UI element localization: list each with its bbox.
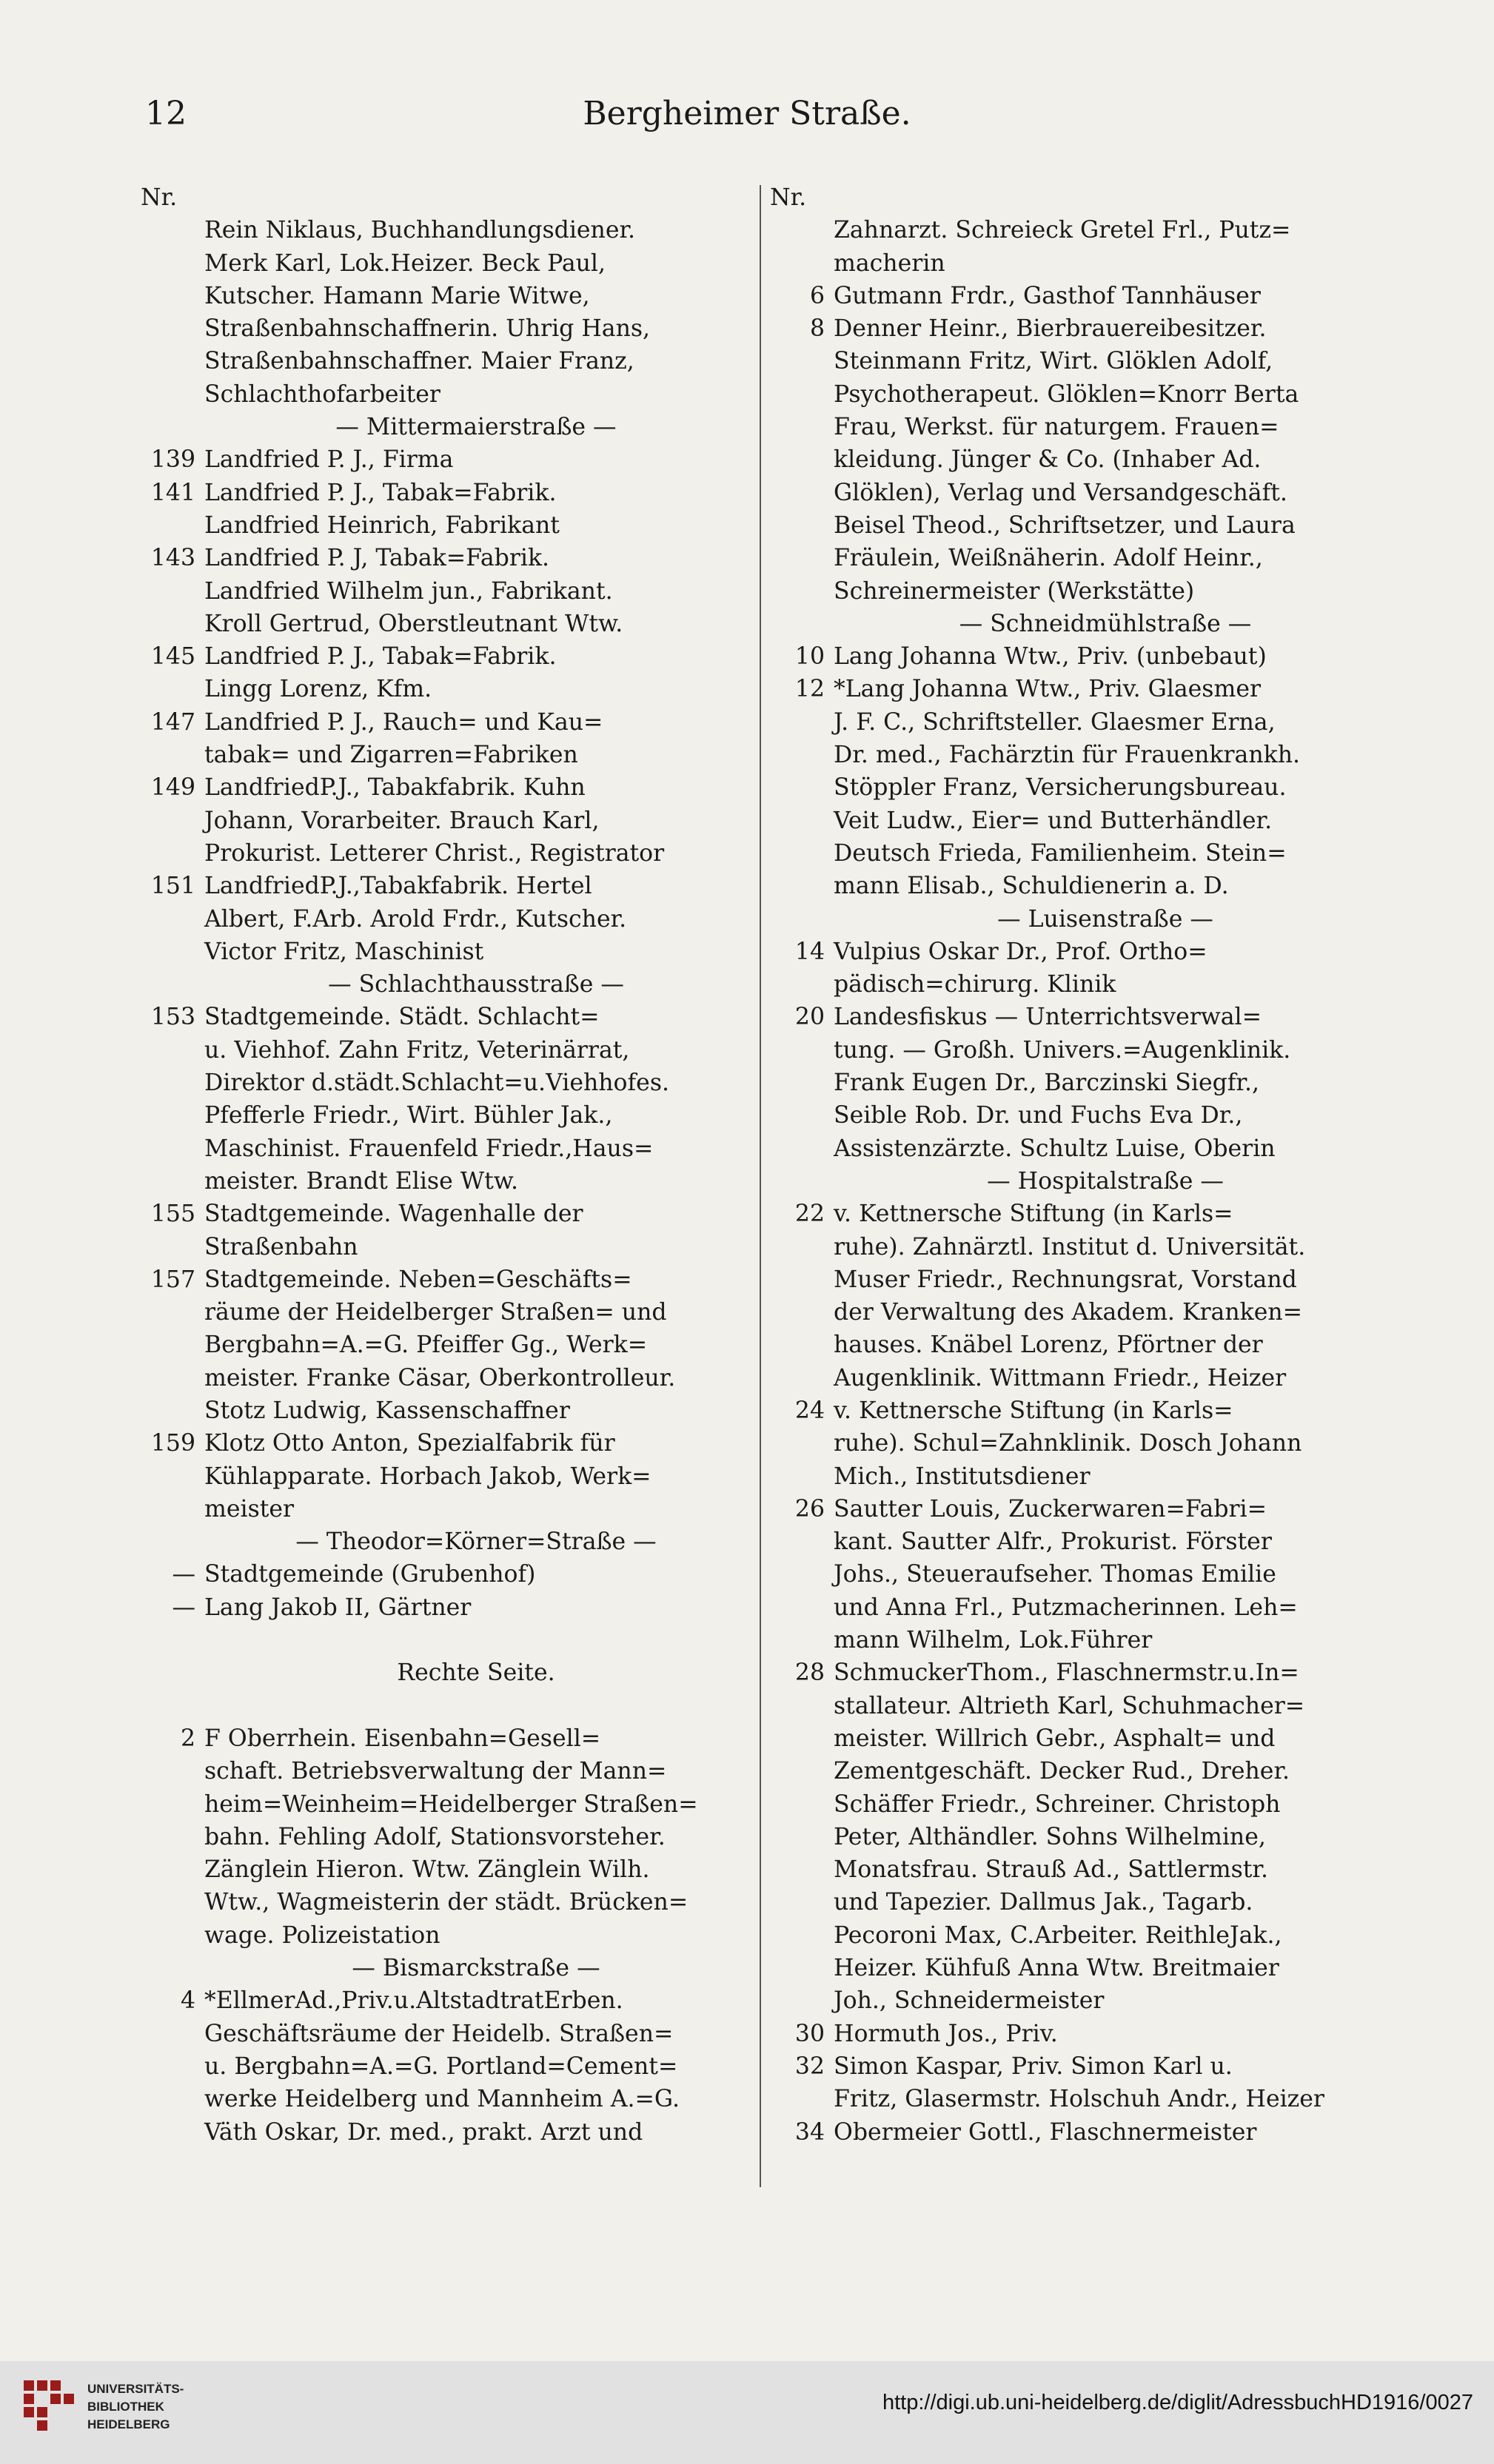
entry-text: v. Kettnersche Stiftung (in Karls= (834, 1397, 1233, 1424)
entry-line (770, 1132, 1377, 1165)
entry-text: J. F. C., Schriftsteller. Glaesmer Erna, (834, 708, 1276, 736)
entry-text: u. Bergbahn=A.=G. Portland=Cement= (204, 2052, 678, 2080)
entry-line (770, 739, 1377, 771)
entry-line (141, 936, 748, 968)
entry-line (770, 1231, 1377, 1263)
entry-text: Beisel Theod., Schriftsetzer, und Laura (834, 511, 1296, 539)
entry-text: Muser Friedr., Rechnungsrat, Vorstand (834, 1266, 1297, 1293)
entry-line (770, 1558, 1377, 1591)
entry-text: mann Wilhelm, Lok.Führer (834, 1627, 1153, 1654)
entry-line (141, 1067, 748, 1099)
blank-line (141, 1690, 748, 1722)
house-number: 143 (150, 545, 195, 572)
entry-text: Glöklen), Verlag und Versandgeschäft. (834, 479, 1287, 506)
entry-line (770, 1821, 1377, 1853)
entry-text: Väth Oskar, Dr. med., prakt. Arzt und (204, 2118, 643, 2146)
entry-text: ruhe). Schul=Zahnklinik. Dosch Johann (834, 1430, 1302, 1457)
entry-line (141, 608, 748, 640)
street-heading (770, 608, 1377, 640)
entry-line (770, 673, 1377, 705)
entry-line (141, 1886, 748, 1919)
entry-line (141, 1558, 748, 1591)
entry-text: Landfried P. J., Firma (204, 446, 454, 474)
entry-line (770, 837, 1377, 870)
entry-line (770, 1755, 1377, 1787)
house-number: 145 (150, 643, 195, 671)
entry-line (770, 214, 1377, 246)
entry-text: kant. Sautter Alfr., Prokurist. Förster (834, 1528, 1272, 1556)
entry-text: Assistenzärzte. Schultz Luise, Oberin (834, 1135, 1276, 1162)
entry-text: SchmuckerThom., Flaschnermstr.u.In= (834, 1659, 1299, 1687)
house-number: 24 (794, 1397, 825, 1424)
entry-text: ruhe). Zahnärztl. Institut d. Universität. (834, 1233, 1306, 1260)
entry-text: Maschinist. Frauenfeld Friedr.,Haus= (204, 1135, 654, 1162)
entry-line (141, 443, 748, 476)
entry-line (141, 1329, 748, 1361)
entry-line (141, 2083, 748, 2115)
entry-text: Frank Eugen Dr., Barczinski Siegfr., (834, 1070, 1260, 1097)
entry-text: Direktor d.städt.Schlacht=u.Viehhofes. (204, 1070, 670, 1097)
entry-text: Obermeier Gottl., Flaschnermeister (834, 2118, 1257, 2146)
entry-line (141, 1198, 748, 1230)
entry-text: Geschäftsräume der Heidelb. Straßen= (204, 2020, 674, 2047)
house-number: 6 (809, 282, 825, 309)
house-number: 28 (794, 1659, 825, 1687)
street-heading (770, 1165, 1377, 1198)
entry-text: Gutmann Frdr., Gasthof Tannhäuser (834, 282, 1261, 309)
entry-text: Stotz Ludwig, Kassenschaffner (204, 1397, 570, 1424)
entry-text: Zahnarzt. Schreieck Gretel Frl., Putz= (834, 217, 1291, 244)
entry-line (141, 1853, 748, 1886)
entry-text: Johs., Steueraufseher. Thomas Emilie (834, 1561, 1276, 1588)
entry-text: — Mittermaierstraße — (335, 414, 617, 441)
entry-line (141, 1821, 748, 1853)
entry-line (770, 1919, 1377, 1952)
entry-line (770, 771, 1377, 804)
entry-line (141, 1591, 748, 1624)
entry-text: Klotz Otto Anton, Spezialfabrik für (204, 1430, 615, 1457)
entry-text: Wtw., Wagmeisterin der städt. Brücken= (204, 1889, 689, 1916)
house-number: — (172, 1594, 195, 1621)
entry-text: Straßenbahn (204, 1233, 358, 1260)
entry-line (770, 1263, 1377, 1296)
entry-text: macherin (834, 249, 945, 277)
column-divider (760, 185, 761, 2187)
entry-line (770, 1034, 1377, 1067)
entry-line (770, 378, 1377, 411)
entry-text: Landfried Heinrich, Fabrikant (204, 511, 560, 539)
entry-line (770, 1690, 1377, 1722)
entry-text: bahn. Fehling Adolf, Stationsvorsteher. (204, 1823, 666, 1850)
entry-text: hauses. Knäbel Lorenz, Pförtner der (834, 1332, 1263, 1359)
entry-line (770, 1886, 1377, 1919)
entry-text: Merk Karl, Lok.Heizer. Beck Paul, (204, 249, 606, 277)
column-header (770, 181, 1377, 214)
entry-text: und Anna Frl., Putzmacherinnen. Leh= (834, 1594, 1298, 1621)
entry-text: mann Elisab., Schuldienerin a. D. (834, 873, 1229, 900)
entry-text: Straßenbahnschaffner. Maier Franz, (204, 348, 634, 375)
entry-text: Schreinermeister (Werkstätte) (834, 577, 1195, 605)
entry-text: Rein Niklaus, Buchhandlungsdiener. (204, 217, 636, 244)
entry-text: schaft. Betriebsverwaltung der Mann= (204, 1758, 667, 1785)
entry-text: LandfriedP.J.,Tabakfabrik. Hertel (204, 873, 592, 900)
entry-line (770, 936, 1377, 968)
entry-line (141, 1001, 748, 1033)
house-number: 147 (150, 708, 195, 736)
entry-text: — Schneidmühlstraße — (959, 610, 1252, 637)
entry-line (770, 509, 1377, 542)
entry-line (141, 542, 748, 574)
entry-line (770, 280, 1377, 312)
left-column (141, 181, 748, 2149)
house-number: 139 (150, 446, 195, 474)
entry-line (141, 1427, 748, 1460)
entry-text: Lang Johanna Wtw., Priv. (unbebaut) (834, 643, 1267, 671)
entry-line (141, 2116, 748, 2149)
entry-line (141, 640, 748, 673)
house-number: 157 (150, 1266, 195, 1293)
entry-line (770, 443, 1377, 476)
entry-text: Landfried P. J., Rauch= und Kau= (204, 708, 603, 736)
entry-text: Psychotherapeut. Glöklen=Knorr Berta (834, 380, 1299, 408)
entry-text: meister. Franke Cäsar, Oberkontrolleur. (204, 1364, 676, 1392)
entry-line (141, 280, 748, 312)
entry-line (141, 1460, 748, 1493)
entry-line (141, 509, 748, 542)
entry-line (770, 1952, 1377, 1984)
entry-line (770, 640, 1377, 673)
entry-line (770, 1722, 1377, 1755)
entry-line (141, 870, 748, 902)
entry-text: v. Kettnersche Stiftung (in Karls= (834, 1201, 1233, 1228)
entry-text: Simon Kaspar, Priv. Simon Karl u. (834, 2052, 1233, 2080)
house-number: 12 (794, 676, 825, 703)
entry-text: Lingg Lorenz, Kfm. (204, 676, 432, 703)
entry-text: tabak= und Zigarren=Fabriken (204, 742, 578, 769)
entry-text: Johann, Vorarbeiter. Brauch Karl, (204, 807, 600, 834)
street-heading (141, 411, 748, 443)
entry-text: Landesfiskus — Unterrichtsverwal= (834, 1004, 1262, 1031)
entry-text: — Schlachthausstraße — (328, 971, 624, 998)
entry-line (770, 1001, 1377, 1033)
entry-line (141, 1165, 748, 1198)
entry-text: Pecoroni Max, C.Arbeiter. ReithleJak., (834, 1921, 1282, 1949)
entry-line (141, 1722, 748, 1755)
entry-line (770, 575, 1377, 608)
entry-line (141, 1394, 748, 1427)
entry-line (141, 575, 748, 608)
entry-line (770, 2018, 1377, 2050)
entry-line (141, 837, 748, 870)
entry-text: pädisch=chirurg. Klinik (834, 971, 1116, 998)
entry-line (770, 1525, 1377, 1558)
library-logo-icon (21, 2377, 80, 2437)
entry-text: Vulpius Oskar Dr., Prof. Ortho= (834, 938, 1207, 965)
entry-line (770, 2083, 1377, 2115)
house-number: 4 (180, 1987, 195, 2015)
entry-text: Dr. med., Fachärztin für Frauenkrankh. (834, 742, 1301, 769)
entry-line (141, 247, 748, 280)
entry-line (141, 1919, 748, 1952)
house-number: 159 (150, 1430, 195, 1457)
entry-line (770, 1067, 1377, 1099)
entry-text: Landfried P. J., Tabak=Fabrik. (204, 479, 557, 506)
entry-text: LandfriedP.J., Tabakfabrik. Kuhn (204, 774, 586, 802)
entry-text: Landfried P. J., Tabak=Fabrik. (204, 643, 557, 671)
page-number: 12 (145, 95, 187, 132)
entry-text: tung. — Großh. Univers.=Augenklinik. (834, 1036, 1291, 1064)
entry-text: Albert, F.Arb. Arold Frdr., Kutscher. (204, 905, 627, 933)
entry-line (141, 2018, 748, 2050)
house-number: 34 (794, 2118, 825, 2146)
entry-text: Straßenbahnschaffnerin. Uhrig Hans, (204, 315, 651, 343)
entry-text: Landfried P. J, Tabak=Fabrik. (204, 545, 550, 572)
house-number: 2 (180, 1725, 195, 1752)
right-column (770, 181, 1377, 2149)
entry-line (141, 1362, 748, 1394)
entry-line (141, 1132, 748, 1165)
entry-line (770, 345, 1377, 377)
entry-text: Heizer. Kühfuß Anna Wtw. Breitmaier (834, 1955, 1279, 1982)
entry-line (141, 805, 748, 837)
entry-text: werke Heidelberg und Mannheim A.=G. (204, 2086, 680, 2113)
entry-text: heim=Weinheim=Heidelberger Straßen= (204, 1790, 698, 1818)
entry-line (141, 2050, 748, 2083)
house-number: 32 (794, 2052, 825, 2080)
entry-text: Schäffer Friedr., Schreiner. Christoph (834, 1790, 1281, 1818)
entry-line (770, 870, 1377, 902)
house-number: 26 (794, 1495, 825, 1523)
entry-text: wage. Polizeistation (204, 1921, 441, 1949)
entry-text: Joh., Schneidermeister (834, 1987, 1105, 2015)
entry-text: Nr. (770, 184, 807, 211)
entry-line (770, 312, 1377, 345)
entry-text: Bergbahn=A.=G. Pfeiffer Gg., Werk= (204, 1332, 648, 1359)
entry-text: Kühlapparate. Horbach Jakob, Werk= (204, 1463, 651, 1490)
street-heading (770, 903, 1377, 936)
entry-line (770, 1656, 1377, 1689)
street-heading (141, 1525, 748, 1558)
house-number: 10 (794, 643, 825, 671)
entry-text: Landfried Wilhelm jun., Fabrikant. (204, 577, 613, 605)
entry-line (770, 542, 1377, 574)
entry-text: der Verwaltung des Akadem. Kranken= (834, 1299, 1303, 1326)
entry-text: Kroll Gertrud, Oberstleutnant Wtw. (204, 610, 623, 637)
entry-text: meister (204, 1495, 295, 1523)
entry-text: Zementgeschäft. Decker Rud., Dreher. (834, 1758, 1290, 1785)
entry-line (141, 1263, 748, 1296)
entry-text: *Lang Johanna Wtw., Priv. Glaesmer (834, 676, 1262, 703)
house-number: 149 (150, 774, 195, 802)
entry-text: F Oberrhein. Eisenbahn=Gesell= (204, 1725, 601, 1752)
entry-text: — Hospitalstraße — (987, 1167, 1224, 1195)
entry-line (770, 477, 1377, 509)
entry-text: Stöppler Franz, Versicherungsbureau. (834, 774, 1287, 802)
entry-text: meister. Willrich Gebr., Asphalt= und (834, 1725, 1276, 1752)
entry-line (141, 378, 748, 411)
entry-text: Stadtgemeinde. Städt. Schlacht= (204, 1004, 600, 1031)
entry-line (141, 1099, 748, 1132)
house-number: — (172, 1561, 195, 1588)
entry-line (770, 1853, 1377, 1886)
entry-line (141, 1984, 748, 2017)
entry-text: Monatsfrau. Strauß Ad., Sattlermstr. (834, 1856, 1269, 1884)
entry-line (770, 1591, 1377, 1624)
viewer-footer (0, 2361, 1494, 2464)
page-title: Bergheimer Straße. (583, 95, 911, 132)
entry-line (141, 739, 748, 771)
entry-line (770, 1198, 1377, 1230)
entry-line (141, 1493, 748, 1525)
entry-text: Fritz, Glasermstr. Holschuh Andr., Heizer (834, 2086, 1324, 2113)
entry-line (770, 1624, 1377, 1656)
street-heading (141, 1952, 748, 1984)
entry-text: Hormuth Jos., Priv. (834, 2020, 1058, 2047)
house-number: 141 (150, 479, 195, 506)
column-header (141, 181, 748, 214)
entry-line (770, 1329, 1377, 1361)
entry-line (770, 968, 1377, 1001)
entry-text: Stadtgemeinde. Neben=Geschäfts= (204, 1266, 632, 1293)
entry-text: meister. Brandt Elise Wtw. (204, 1167, 519, 1195)
entry-text: stallateur. Altrieth Karl, Schuhmacher= (834, 1692, 1305, 1719)
library-logo-text: UNIVERSITÄTS- BIBLIOTHEK HEIDELBERG (87, 2382, 184, 2431)
entry-line (770, 247, 1377, 280)
entry-text: Augenklinik. Wittmann Friedr., Heizer (834, 1364, 1287, 1392)
entry-text: — Theodor=Körner=Straße — (295, 1528, 657, 1556)
entry-text: Schlachthofarbeiter (204, 380, 441, 408)
entry-line (770, 2050, 1377, 2083)
entry-text: Stadtgemeinde (Grubenhof) (204, 1561, 536, 1588)
entry-text: Kutscher. Hamann Marie Witwe, (204, 282, 590, 309)
entry-line (770, 805, 1377, 837)
entry-line (770, 1984, 1377, 2017)
entry-line (141, 1755, 748, 1787)
house-number: 151 (150, 873, 195, 900)
house-number: 155 (150, 1201, 195, 1228)
entry-line (141, 673, 748, 705)
street-heading (141, 968, 748, 1001)
entry-line (141, 1296, 748, 1329)
entry-text: *EllmerAd.,Priv.u.AltstadtratErben. (204, 1987, 623, 2015)
entry-text: Seible Rob. Dr. und Fuchs Eva Dr., (834, 1102, 1243, 1129)
entry-text: Victor Fritz, Maschinist (204, 938, 484, 965)
house-number: 30 (794, 2020, 825, 2047)
entry-line (770, 1427, 1377, 1460)
entry-text: — Luisenstraße — (997, 905, 1213, 933)
blank-line (141, 1624, 748, 1656)
entry-line (141, 903, 748, 936)
entry-text: Steinmann Fritz, Wirt. Glöklen Adolf, (834, 348, 1273, 375)
entry-line (770, 1296, 1377, 1329)
house-number: 14 (794, 938, 825, 965)
entry-line (141, 477, 748, 509)
source-url-link[interactable]: http://digi.ub.uni-heidelberg.de/diglit/AdressbuchHD1916/0027 (882, 2391, 1473, 2414)
entry-text: Peter, Althändler. Sohns Wilhelmine, (834, 1823, 1266, 1850)
entry-line (770, 1788, 1377, 1821)
entry-text: Stadtgemeinde. Wagenhalle der (204, 1201, 583, 1228)
entry-line (770, 1362, 1377, 1394)
entry-line (141, 771, 748, 804)
entry-text: Mich., Institutsdiener (834, 1463, 1091, 1490)
entry-text: räume der Heidelberger Straßen= und (204, 1299, 667, 1326)
entry-line (141, 1231, 748, 1263)
entry-text: — Bismarckstraße — (352, 1955, 600, 1982)
entry-text: Rechte Seite. (397, 1659, 555, 1687)
entry-line (141, 1788, 748, 1821)
entry-text: und Tapezier. Dallmus Jak., Tagarb. (834, 1889, 1253, 1916)
entry-text: Frau, Werkst. für naturgem. Frauen= (834, 414, 1279, 441)
house-number: 22 (794, 1201, 825, 1228)
house-number: 20 (794, 1004, 825, 1031)
entry-text: Denner Heinr., Bierbrauereibesitzer. (834, 315, 1267, 343)
entry-text: Zänglein Hieron. Wtw. Zänglein Wilh. (204, 1856, 650, 1884)
entry-line (141, 312, 748, 345)
entry-text: Veit Ludw., Eier= und Butterhändler. (834, 807, 1273, 834)
page-header (0, 95, 1494, 139)
entry-text: Lang Jakob II, Gärtner (204, 1594, 472, 1621)
house-number: 8 (809, 315, 825, 343)
entry-text: kleidung. Jünger & Co. (Inhaber Ad. (834, 446, 1262, 474)
entry-line (141, 345, 748, 377)
entry-line (770, 1099, 1377, 1132)
entry-text: Pfefferle Friedr., Wirt. Bühler Jak., (204, 1102, 613, 1129)
entry-line (770, 1394, 1377, 1427)
house-number: 153 (150, 1004, 195, 1031)
entry-text: Nr. (141, 184, 178, 211)
entry-line (141, 706, 748, 739)
entry-text: u. Viehhof. Zahn Fritz, Veterinärrat, (204, 1036, 630, 1064)
entry-line (770, 411, 1377, 443)
entry-line (141, 1034, 748, 1067)
entry-text: Prokurist. Letterer Christ., Registrator (204, 839, 665, 867)
entry-text: Deutsch Frieda, Familienheim. Stein= (834, 839, 1287, 867)
entry-line (141, 214, 748, 246)
entry-line (770, 2116, 1377, 2149)
entry-line (770, 706, 1377, 739)
entry-line (770, 1460, 1377, 1493)
entry-text: Sautter Louis, Zuckerwaren=Fabri= (834, 1495, 1267, 1523)
entry-text: Fräulein, Weißnäherin. Adolf Heinr., (834, 545, 1263, 572)
entry-line (770, 1493, 1377, 1525)
section-heading (141, 1656, 748, 1689)
